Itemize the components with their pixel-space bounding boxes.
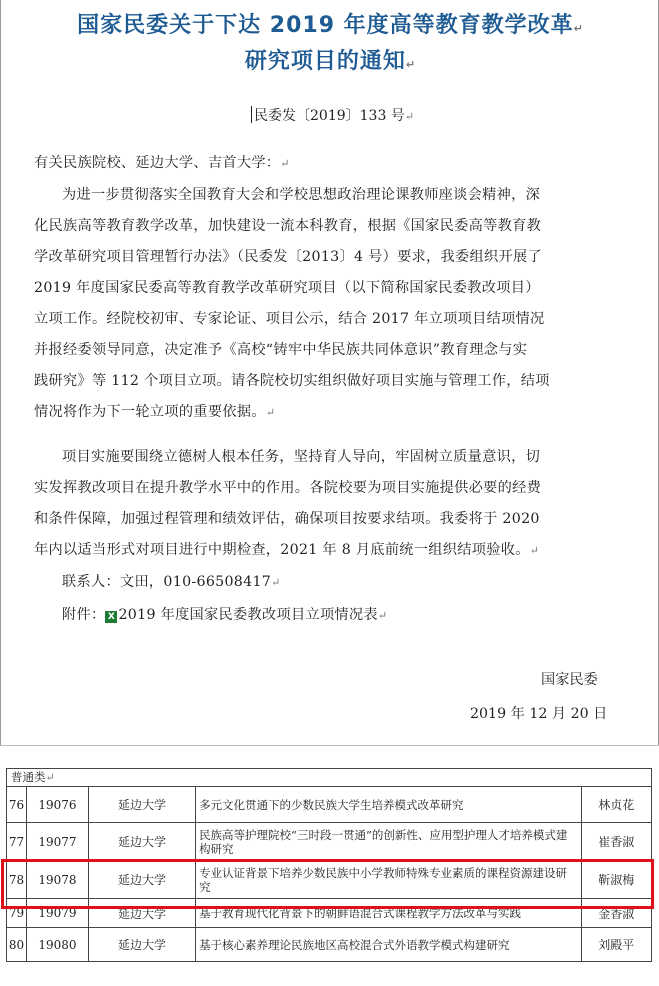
table-row xyxy=(7,928,652,962)
para1-line: 学改革研究项目管理暂行办法》（民委发〔2013〕4 号）要求，我委组织开展了 xyxy=(34,249,542,265)
principal: 刘殿平 xyxy=(581,928,651,962)
table-row xyxy=(7,823,652,861)
principal: 林贞花 xyxy=(581,787,651,823)
para2-line-last: 年内以适当形式对项目进行中期检查，2021 年 8 月底前统一组织结项验收。↵ xyxy=(34,542,540,558)
para1-line: 为进一步贯彻落实全国教育大会和学校思想政治理论课教师座谈会精神，深 xyxy=(62,187,541,203)
project-id: 19078 xyxy=(26,861,88,899)
row-number: 77 xyxy=(7,823,27,861)
contact-line: 联系人：文田，010-66508417↵ xyxy=(62,574,281,590)
para1-line: 2019 年度国家民委高等教育教学改革研究项目（以下简称国家民委教改项目） xyxy=(34,280,540,296)
para2-line: 实发挥教改项目在提升教学水平中的作用。各院校要为项目实施提供必要的经费 xyxy=(34,480,542,496)
text-cursor xyxy=(251,106,252,123)
project-id: 19076 xyxy=(26,787,88,823)
row-number: 76 xyxy=(7,787,27,823)
school: 延边大学 xyxy=(88,787,195,823)
page-separator xyxy=(0,745,659,768)
row-number: 79 xyxy=(7,899,27,928)
project-title: 基于教育现代化背景下的朝鲜语混合式课程教学方法改革与实践 xyxy=(196,899,582,928)
project-id: 19077 xyxy=(26,823,88,861)
project-id: 19080 xyxy=(26,928,88,962)
signature: 国家民委 xyxy=(541,672,598,688)
para1-line: 并报经委领导同意，决定准予《高校“铸牢中华民族共同体意识”教育理念与实 xyxy=(34,342,528,358)
principal: 靳淑梅 xyxy=(581,861,651,899)
para1-line: 立项工作。经院校初审、专家论证、项目公示，结合 2017 年立项项目结项情况 xyxy=(34,311,545,327)
principal: 崔香淑 xyxy=(581,823,651,861)
para2-line: 项目实施要围绕立德树人根本任务，坚持育人导向，牢固树立质量意识，切 xyxy=(62,449,541,465)
table-row-highlighted xyxy=(7,861,652,899)
attachment-line: 附件： X 2019 年度国家民委教改项目立项情况表↵ xyxy=(62,607,388,623)
para1-line-last: 情况将作为下一轮立项的重要依据。↵ xyxy=(34,404,276,420)
salutation: 有关民族院校、延边大学、吉首大学：↵ xyxy=(34,155,290,171)
school: 延边大学 xyxy=(88,823,195,861)
table-row xyxy=(7,899,652,928)
para1-line: 践研究》等 112 个项目立项。请各院校切实组织做好项目实施与管理工作，结项 xyxy=(34,373,550,389)
table-category: 普通类↵ xyxy=(6,768,652,786)
doc-number: 民委发〔2019〕133 号↵ xyxy=(251,105,414,125)
table-row xyxy=(7,787,652,823)
attachment-link[interactable]: 2019 年度国家民委教改项目立项情况表 xyxy=(118,607,378,623)
project-title: 专业认证背景下培养少数民族中小学教师特殊专业素质的课程资源建设研究 xyxy=(196,861,582,899)
row-number: 80 xyxy=(7,928,27,962)
excel-file-icon[interactable]: X xyxy=(105,611,117,623)
signature-date: 2019 年 12 月 20 日 xyxy=(470,706,608,722)
para1-line: 化民族高等教育教学改革，加快建设一流本科教育，根据《国家民委高等教育教 xyxy=(34,218,542,234)
project-title: 基于核心素养理论民族地区高校混合式外语教学模式构建研究 xyxy=(196,928,582,962)
project-id: 19079 xyxy=(26,899,88,928)
school: 延边大学 xyxy=(88,899,195,928)
school: 延边大学 xyxy=(88,861,195,899)
project-table xyxy=(6,768,652,962)
project-title: 多元文化贯通下的少数民族大学生培养模式改革研究 xyxy=(196,787,582,823)
doc-title-line2: 研究项目的通知↵ xyxy=(244,49,417,74)
row-number: 78 xyxy=(7,861,27,899)
para2-line: 和条件保障，加强过程管理和绩效评估，确保项目按要求结项。我委将于 2020 xyxy=(34,511,540,527)
principal: 金香淑 xyxy=(581,899,651,928)
school: 延边大学 xyxy=(88,928,195,962)
doc-title-line1: 国家民委关于下达 2019 年度高等教育教学改革↵ xyxy=(77,13,584,38)
project-title: 民族高等护理院校“三时段一贯通”的创新性、应用型护理人才培养模式建构研究 xyxy=(196,823,582,861)
